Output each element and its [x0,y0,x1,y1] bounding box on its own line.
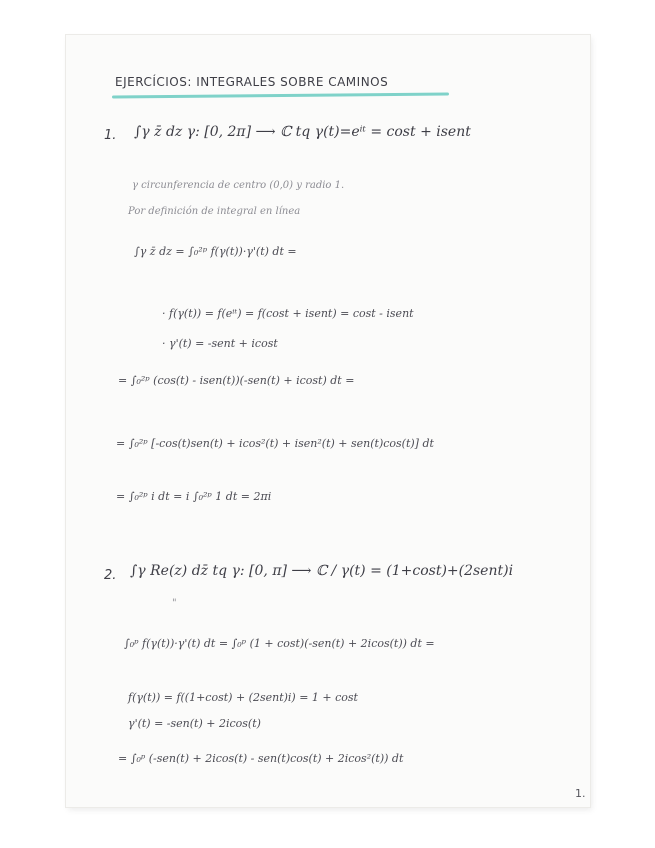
page-number: 1. [575,787,586,800]
exercise-1-step-3: = ∫₀²ᵖ i dt = i ∫₀²ᵖ 1 dt = 2πi [116,490,272,503]
exercise-2-eq-f: f(γ(t)) = f((1+cost) + (2sent)i) = 1 + cost [128,691,358,704]
exercise-1-number: 1. [104,128,117,143]
page-title: EJERCÍCIOS: INTEGRALES SOBRE CAMINOS [115,75,389,89]
exercise-2-number: 2. [104,568,117,583]
exercise-2-step-1: = ∫₀ᵖ (-sen(t) + 2icos(t) - sen(t)cos(t) + 2icos²(t)) dt [118,752,404,765]
exercise-2-eq-derivative: γ'(t) = -sen(t) + 2icos(t) [128,717,261,730]
exercise-1-step-2: = ∫₀²ᵖ [-cos(t)sen(t) + icos²(t) + isen²(t) + sen(t)cos(t)] dt [116,437,434,450]
exercise-2-ditto-mark: " [172,598,177,609]
exercise-1-step-1: = ∫₀²ᵖ (cos(t) - isen(t))(-sen(t) + icost) dt = [118,374,355,387]
exercise-1-bullet-derivative: · γ'(t) = -sent + icost [162,337,278,350]
exercise-1-note-definition: Por definición de integral en línea [128,206,301,217]
exercise-2-definition-line: ∫₀ᵖ f(γ(t))·γ'(t) dt = ∫₀ᵖ (1 + cost)(-sen(t) + 2icos(t)) dt = [124,637,435,650]
exercise-2-statement: ∫γ Re(z) dz̄ tq γ: [0, π] ⟶ ℂ / γ(t) = (1+cost)+(2sent)i [130,563,514,579]
exercise-1-statement: ∫γ z̄ dz γ: [0, 2π] ⟶ ℂ tq γ(t)=eⁱᵗ = cost + isent [134,124,471,140]
exercise-1-note-circumference: γ circunferencia de centro (0,0) y radio 1. [132,180,345,191]
exercise-1-bullet-f: · f(γ(t)) = f(eⁱᵗ) = f(cost + isent) = cost - isent [162,307,414,320]
exercise-1-definition-line: ∫γ z̄ dz = ∫₀²ᵖ f(γ(t))·γ'(t) dt = [134,245,297,258]
